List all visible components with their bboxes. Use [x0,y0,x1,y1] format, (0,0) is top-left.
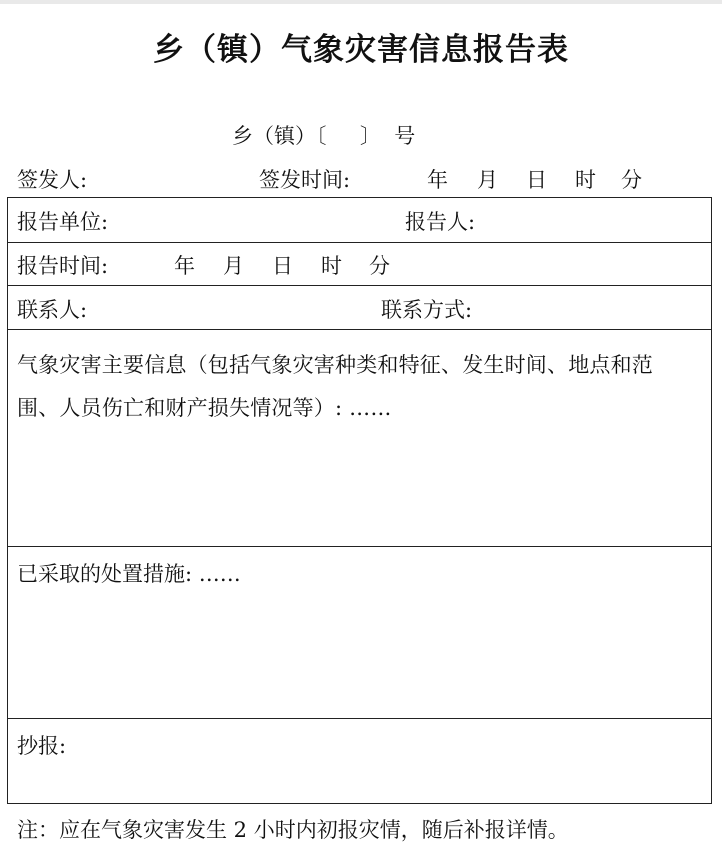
cc-report-label: 抄报: [17,734,67,758]
footnote: 注：应在气象灾害发生 2 小时内初报灾情，随后补报详情。 [17,818,569,842]
page-title: 乡（镇）气象灾害信息报告表 [153,32,569,68]
row-divider [8,285,711,286]
row-divider [8,329,711,330]
report-time-minute: 分 [369,254,390,278]
issue-time-minute: 分 [621,168,642,192]
issuer-label: 签发人: [17,168,88,192]
row-divider [8,242,711,243]
top-rule [0,0,722,4]
contact-person-label: 联系人: [17,298,88,322]
report-form-table [7,197,712,804]
issue-time-month: 月 [477,168,498,192]
row-divider [8,546,711,547]
issue-time-hour: 时 [575,168,596,192]
report-unit-label: 报告单位: [17,210,109,234]
issue-time-day: 日 [526,168,547,192]
row-divider [8,718,711,719]
measures-taken-text: 已采取的处置措施: …… [17,562,241,586]
report-time-month: 月 [223,254,244,278]
report-time-label: 报告时间: [17,254,109,278]
report-time-hour: 时 [321,254,342,278]
contact-method-label: 联系方式: [381,298,473,322]
report-time-year: 年 [174,254,195,278]
disaster-main-info-text: 气象灾害主要信息（包括气象灾害种类和特征、发生时间、地点和范围、人员伤亡和财产损失情况等）: …… [17,353,653,420]
issue-time-label: 签发时间: [259,168,351,192]
issue-time-year: 年 [427,168,448,192]
document-number: 乡（镇）〔 〕 号 [232,124,416,148]
reporter-label: 报告人: [405,210,476,234]
report-time-day: 日 [272,254,293,278]
